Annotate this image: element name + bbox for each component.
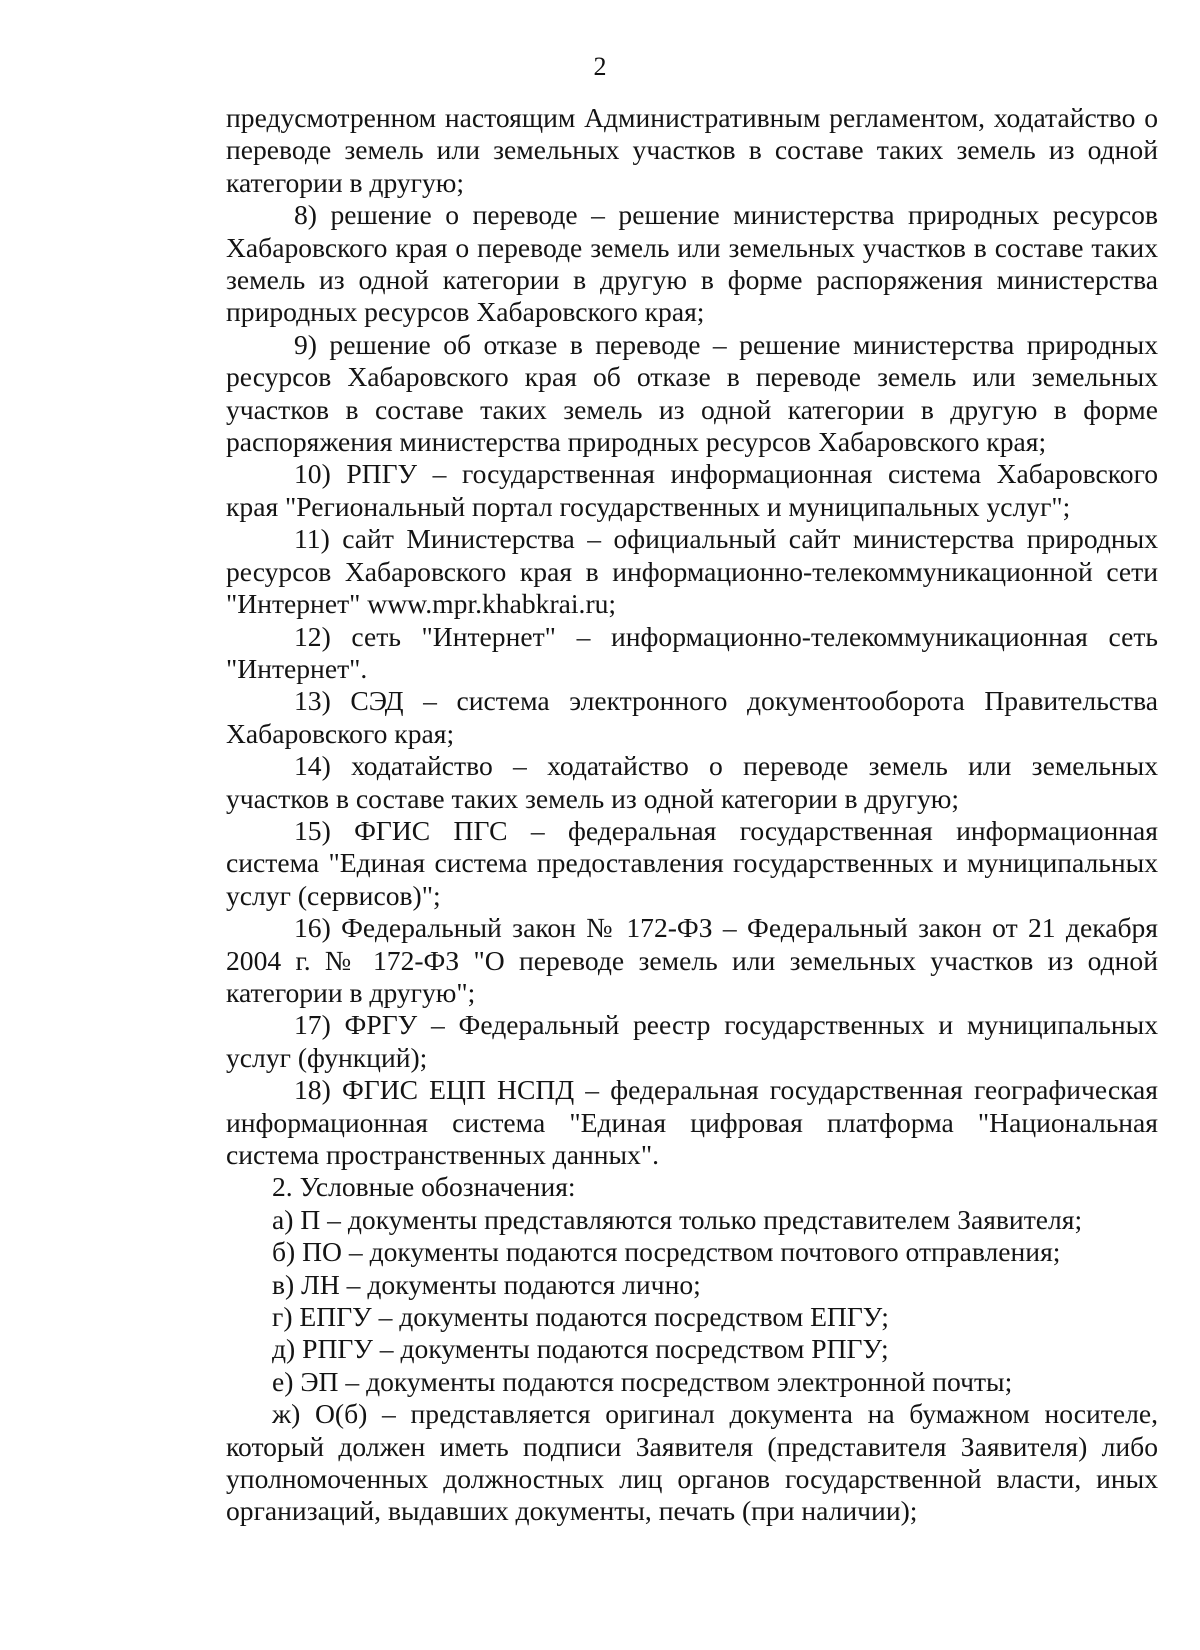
definition-14: 14) ходатайство – ходатайство о переводе земель или земельных участков в составе таких земель из одной категории в другую; <box>226 750 1158 814</box>
definition-12: 12) сеть "Интернет" – информационно-телекоммуникационная сеть "Интернет". <box>226 620 1158 684</box>
definition-17: 17) ФРГУ – Федеральный реестр государственных и муниципальных услуг (функций); <box>226 1009 1158 1073</box>
definition-8: 8) решение о переводе – решение министерства природных ресурсов Хабаровского края о переводе земель или земельных участков в составе таких земель из одной категории в другую в форме распоряжения министерства природных ресурсов Хабаровского края; <box>226 199 1158 328</box>
designation-g: г) ЕПГУ – документы подаются посредством ЕПГУ; <box>272 1301 889 1333</box>
designation-b: б) ПО – документы подаются посредством почтового отправления; <box>272 1236 1061 1268</box>
definition-15: 15) ФГИС ПГС – федеральная государственная информационная система "Единая система предоставления государственных и муниципальных услуг (сервисов)"; <box>226 814 1158 911</box>
definition-18: 18) ФГИС ЕЦП НСПД – федеральная государственная географическая информационная система "Единая цифровая платформа "Национальная система пространственных данных". <box>226 1074 1158 1170</box>
page-number: 2 <box>593 52 607 81</box>
designation-a: а) П – документы представляются только представителем Заявителя; <box>272 1203 1083 1235</box>
definition-11: 11) сайт Министерства – официальный сайт министерства природных ресурсов Хабаровского края в информационно-телекоммуникационной сети "Интернет" www.mpr.khabkrai.ru; <box>226 523 1158 620</box>
definition-9: 9) решение об отказе в переводе – решение министерства природных ресурсов Хабаровского края об отказе в переводе земель или земельных участков в составе таких земель из одной категории в другую в форме распоряжения министерства природных ресурсов Хабаровского края; <box>226 328 1158 458</box>
designation-e: е) ЭП – документы подаются посредством электронной почты; <box>272 1365 1013 1397</box>
definition-13: 13) СЭД – система электронного документооборота Правительства Хабаровского края; <box>226 685 1158 749</box>
designation-zh: ж) О(б) – представляется оригинал документа на бумажном носителе, который должен иметь подписи Заявителя (представителя Заявителя) либо уполномоченных должностных лиц органов государственной власти, иных организаций, выдавших документы, печать (при наличии); <box>226 1398 1158 1527</box>
designation-d: д) РПГУ – документы подаются посредством РПГУ; <box>272 1333 889 1365</box>
definition-16: 16) Федеральный закон № 172-ФЗ – Федеральный закон от 21 декабря 2004 г. № 172-ФЗ "О переводе земель или земельных участков из одной категории в другую"; <box>226 912 1158 1008</box>
designation-v: в) ЛН – документы подаются лично; <box>272 1268 701 1300</box>
document-body <box>226 102 1158 1528</box>
definition-continuation: предусмотренном настоящим Административным регламентом, ходатайство о переводе земель или земельных участков в составе таких земель из одной категории в другую; <box>226 102 1158 198</box>
designations-heading: 2. Условные обозначения: <box>272 1171 576 1203</box>
definition-10: 10) РПГУ – государственная информационная система Хабаровского края "Региональный портал государственных и муниципальных услуг"; <box>226 458 1158 522</box>
